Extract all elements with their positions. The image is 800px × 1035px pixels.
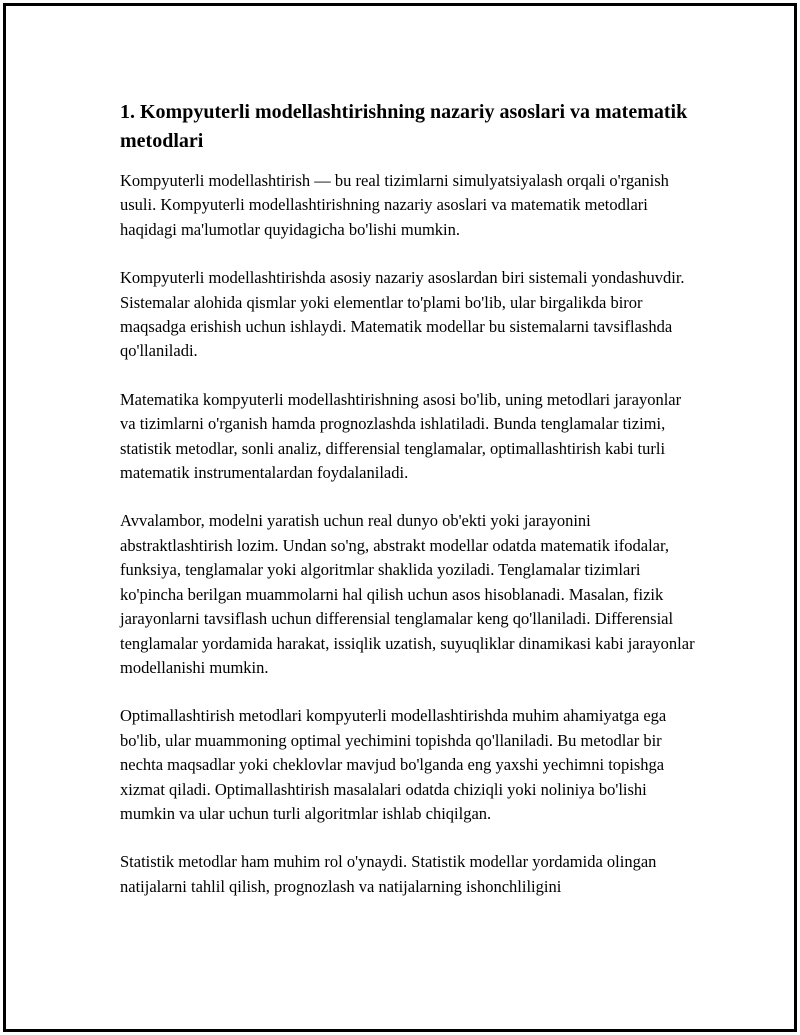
paragraph-6: Statistik metodlar ham muhim rol o'ynaydi. Statistik modellar yordamida olingan natijalarni tahlil qilish, prognozlash va natijalarning ishonchliligini [120, 852, 657, 896]
paragraph-5: Optimallashtirish metodlari kompyuterli modellashtirishda muhim ahamiyatga ega bo'lib, ular muammoning optimal yechimini topishda qo'llaniladi. Bu metodlar bir nechta maqsadlar yoki cheklovlar mavjud bo'lganda eng yaxshi yechimni topishga xizmat qiladi. Optimallashtirish masalalari odatda chiziqli yoki noliniya bo'lishi mumkin va ular uchun turli algoritmlar ishlab chiqilgan. [120, 706, 667, 823]
page-frame [3, 3, 797, 1032]
section-heading: 1. Kompyuterli modellashtirishning nazariy asoslari va matematik metodlari [120, 101, 688, 152]
paragraph-1: Kompyuterli modellashtirish — bu real tizimlarni simulyatsiyalash orqali o'rganish usuli. Kompyuterli modellashtirishning nazariy asoslari va matematik metodlari haqidagi ma'lumotlar quyidagicha bo'lishi mumkin. [120, 171, 669, 239]
paragraph-2: Kompyuterli modellashtirishda asosiy nazariy asoslardan biri sistemali yondashuvdir. Sistemalar alohida qismlar yoki elementlar to'plami bo'lib, ular birgalikda biror maqsadga erishish uchun ishlaydi. Matematik modellar bu sistemalarni tavsiflashda qo'llaniladi. [120, 268, 685, 361]
paragraph-4: Avvalambor, modelni yaratish uchun real dunyo ob'ekti yoki jarayonini abstraktlashtirish lozim. Undan so'ng, abstrakt modellar odatda matematik ifodalar, funksiya, tenglamalar yoki algoritmlar shaklida yoziladi. Tenglamalar tizimlari ko'pincha berilgan muammolarni hal qilish uchun asos hisoblanadi. Masalan, fizik jarayonlarni tavsiflash uchun differensial tenglamalar keng qo'llaniladi. Differensial tenglamalar yordamida harakat, issiqlik uzatish, suyuqliklar dinamikasi kabi jarayonlar modellanishi mumkin. [120, 511, 695, 677]
paragraph-3: Matematika kompyuterli modellashtirishning asosi bo'lib, uning metodlari jarayonlar va tizimlarni o'rganish hamda prognozlashda ishlatiladi. Bunda tenglamalar tizimi, statistik metodlar, sonli analiz, differensial tenglamalar, optimallashtirish kabi turli matematik instrumentalardan foydalaniladi. [120, 389, 682, 483]
document-body [120, 98, 695, 923]
